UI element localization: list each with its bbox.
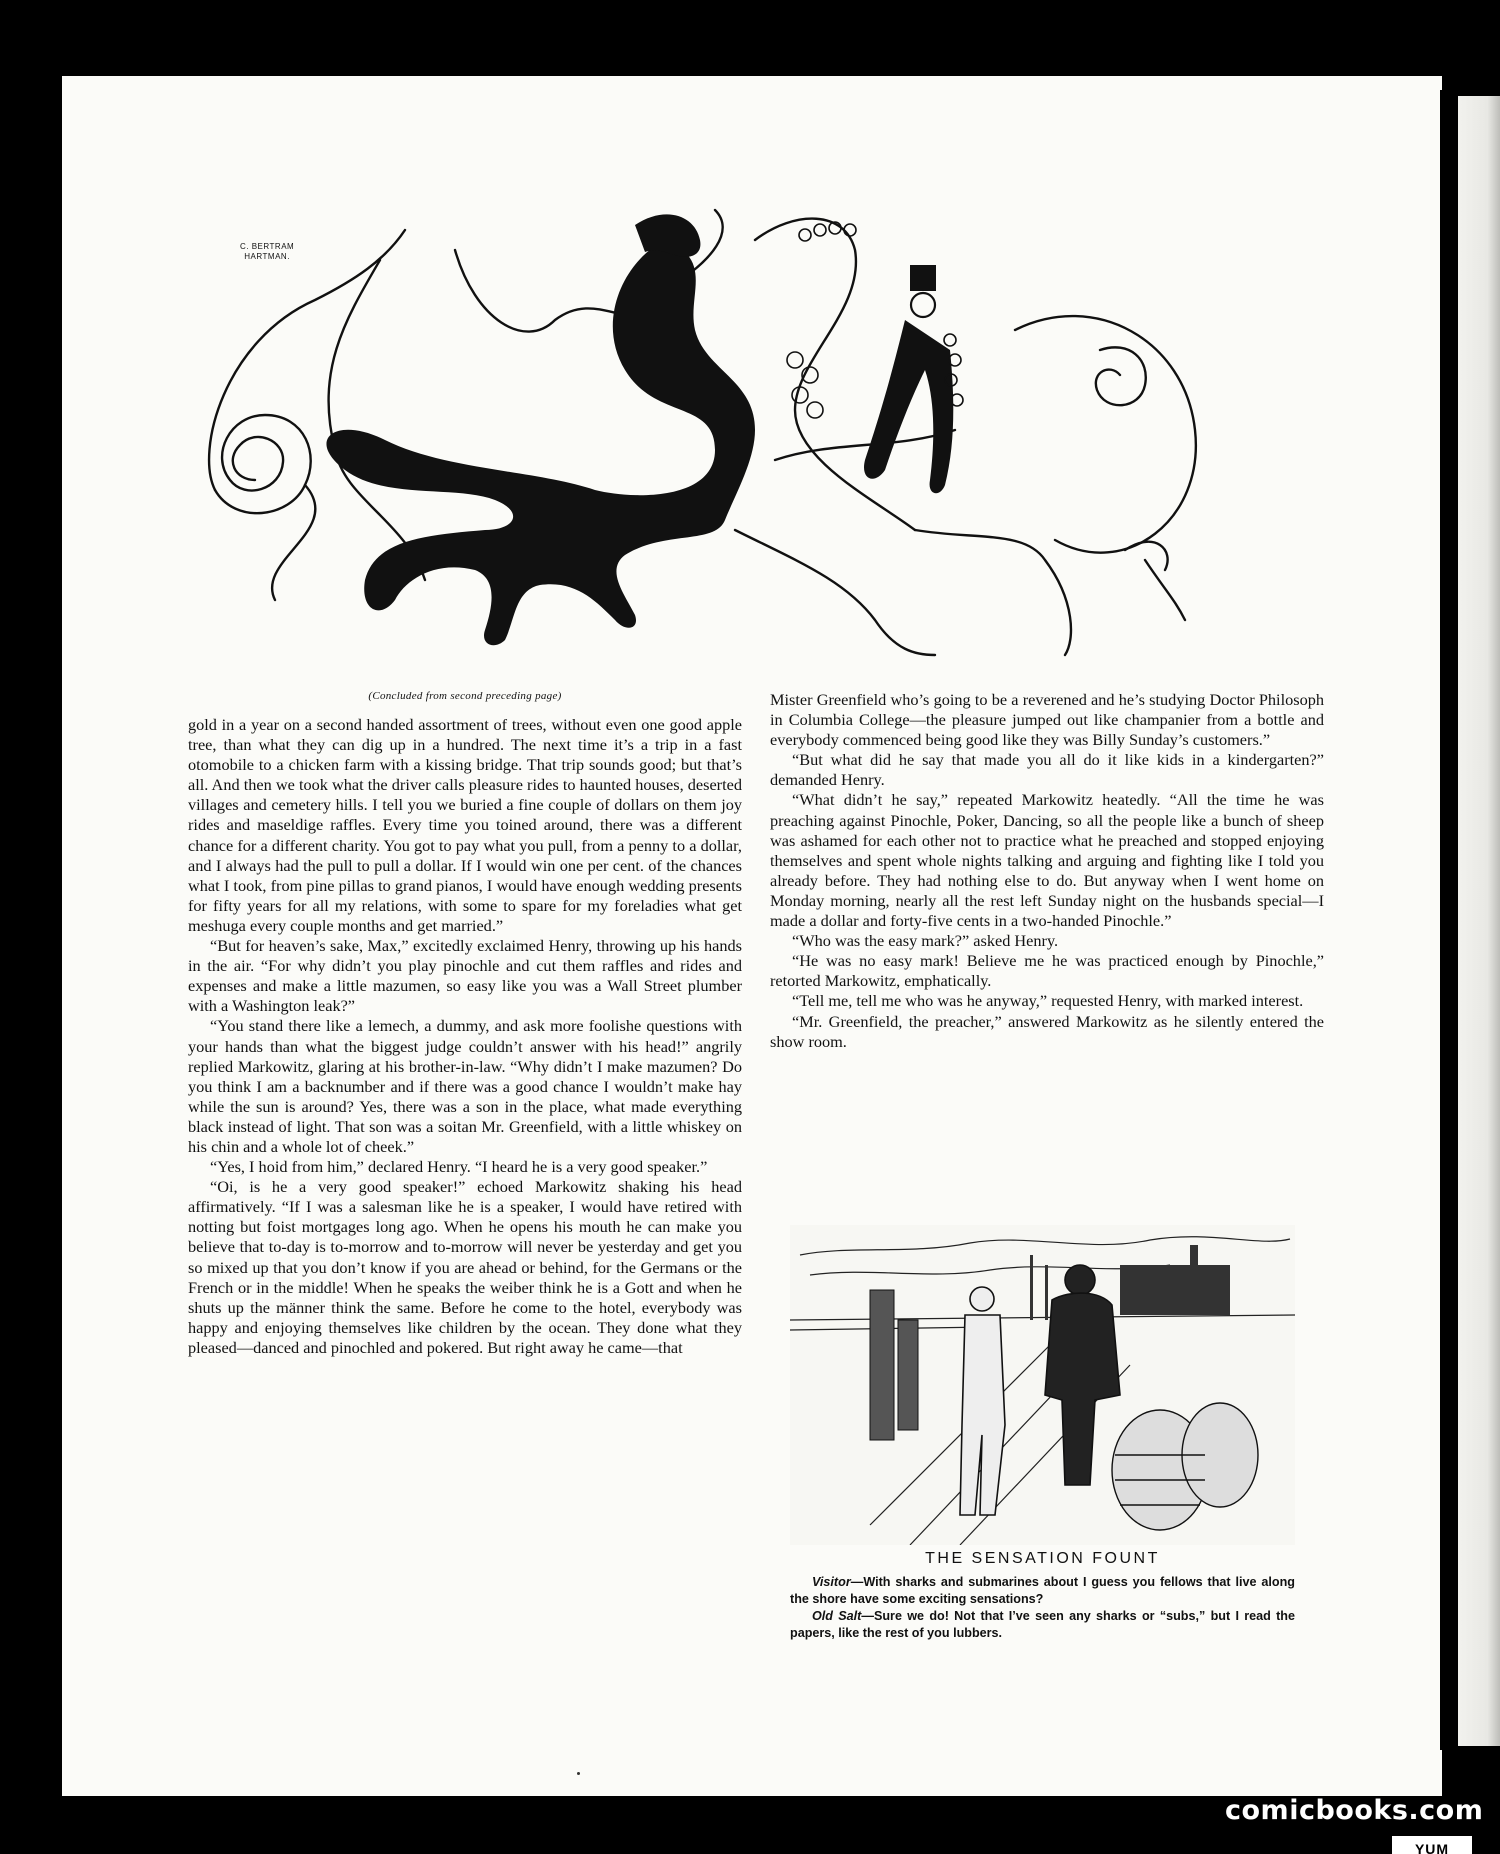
caption-line-visitor: [790, 1574, 1295, 1608]
caption-text: —With sharks and submarines about I guess you fellows that live along the shore have some exciting sensations?: [790, 1575, 1295, 1606]
speaker-name: Visitor: [812, 1575, 851, 1589]
paragraph: gold in a year on a second handed assortment of trees, without even one good apple tree, than what they can dig up in a hundred. The next time it’s a trip in a fast otomobile to a chicken farm with a kissing bridge. That trip sounds good; but that’s all. And then we took what the driver calls pleasure rides to haunted houses, deserted villages and cemetery hills. I tell you we buried a fine couple of dollars on them joy rides and maseldige raffles. Every time you toined around, there was a different chance for a different charity. You got to pay what you pull, from a penny to a dollar, and I always had the pull to pull a dollar. If I would win one per cent. of the chances what I took, from pine pillas to grand pianos, I would have enough wedding presents for fifty years for all my relations, with some to spare for my foreladies what get meshuga every couple months and get married.”: [188, 715, 742, 935]
corner-label: YUM: [1392, 1836, 1472, 1854]
paragraph: “You stand there like a lemech, a dummy, and ask more foolishe questions with your hands than what the biggest judge couldn’t answer with his head!” angrily replied Markowitz, glaring at his brother-in-law. “Why didn’t I make mazumen? Do you think I am a backnumber and if there was a good chance I wouldn’t make hay while the sun is around? Yes, there was a son in the place, what made everything black instead of light. That son was a soitan Mr. Greenfield, with a little whiskey on his chin and a whole lot of cheek.”: [188, 1016, 742, 1156]
paragraph: “Yes, I hoid from him,” declared Henry. “I heard he is a very good speaker.”: [210, 1157, 708, 1177]
paragraph: “Who was the easy mark?” asked Henry.: [792, 931, 1059, 951]
cartoon-title: THE SENSATION FOUNT: [925, 1550, 1160, 1567]
decorative-illustration: [195, 200, 1305, 670]
paragraph: “But what did he say that made you all do it like kids in a kindergarten?” demanded Henry.: [770, 750, 1324, 790]
caption-text: —Sure we do! Not that I’ve seen any sharks or “subs,” but I read the papers, like the rest of you lubbers.: [790, 1609, 1295, 1640]
cartoon-caption: [790, 1574, 1295, 1642]
illustrator-signature: C. BERTRAM HARTMAN.: [240, 242, 295, 261]
facing-page-edge: [1458, 96, 1500, 1746]
cartoon-illustration: [790, 1225, 1295, 1545]
paragraph: “Tell me, tell me who was he anyway,” requested Henry, with marked interest.: [792, 991, 1304, 1011]
left-column: [188, 715, 742, 1358]
paragraph: “But for heaven’s sake, Max,” excitedly exclaimed Henry, throwing up his hands in the air. “For why didn’t you play pinochle and cut them raffles and rides and expenses and make a little mazumen, so easy like you was a Wall Street plumber with a Washington leak?”: [188, 936, 742, 1016]
speaker-name: Old Salt: [812, 1609, 862, 1623]
paragraph: “Oi, is he a very good speaker!” echoed Markowitz shaking his head affirmatively. “If I was a salesman like he is a speaker, I would have retired with notting but foist mortgages long ago. When he opens his mouth he can make you believe that to-day is to-morrow and to-morrow will never be yesterday and get you so mixed up that you don’t know if you are ahead or behind, for the Germans or the French or in the middle! When he speaks the weiber think he is a Gott and when he shuts up the männer think the same. Before he come to the hotel, everybody was happy and enjoying themselves like children by the ocean. They done what they pleased—danced and pinochled and pokered. But right away he came—that: [188, 1177, 742, 1357]
paragraph: “What didn’t he say,” repeated Markowitz heatedly. “All the time he was preaching against Pinochle, Poker, Dancing, so all the people like a bunch of sheep was ashamed for each other not to practice what he preached and stopped enjoying themselves and spent whole nights talking and arguing and fighting like I told you already before. They had nothing else to do. But anyway when I went home on Monday morning, nearly all the rest left Sunday night on the husbands special—I made a dollar and forty-five cents in a two-handed Pinochle.”: [770, 790, 1324, 931]
page-speck: [577, 1772, 580, 1775]
binding-shadow: [1440, 90, 1458, 1750]
paragraph: “Mr. Greenfield, the preacher,” answered Markowitz as he silently entered the show room.: [770, 1011, 1324, 1051]
right-column: [770, 690, 1324, 1052]
site-watermark: comicbooks.com: [1225, 1795, 1484, 1826]
paragraph: “He was no easy mark! Believe me he was practiced enough by Pinochle,” retorted Markowitz, emphatically.: [770, 951, 1324, 991]
paragraph: Mister Greenfield who’s going to be a reverened and he’s studying Doctor Philosoph in Columbia College—the pleasure jumped out like champanier from a bottle and everybody commenced being good like they was Billy Sunday’s customers.”: [770, 690, 1324, 750]
continuation-note: (Concluded from second preceding page): [368, 690, 562, 702]
caption-line-old-salt: [790, 1608, 1295, 1642]
